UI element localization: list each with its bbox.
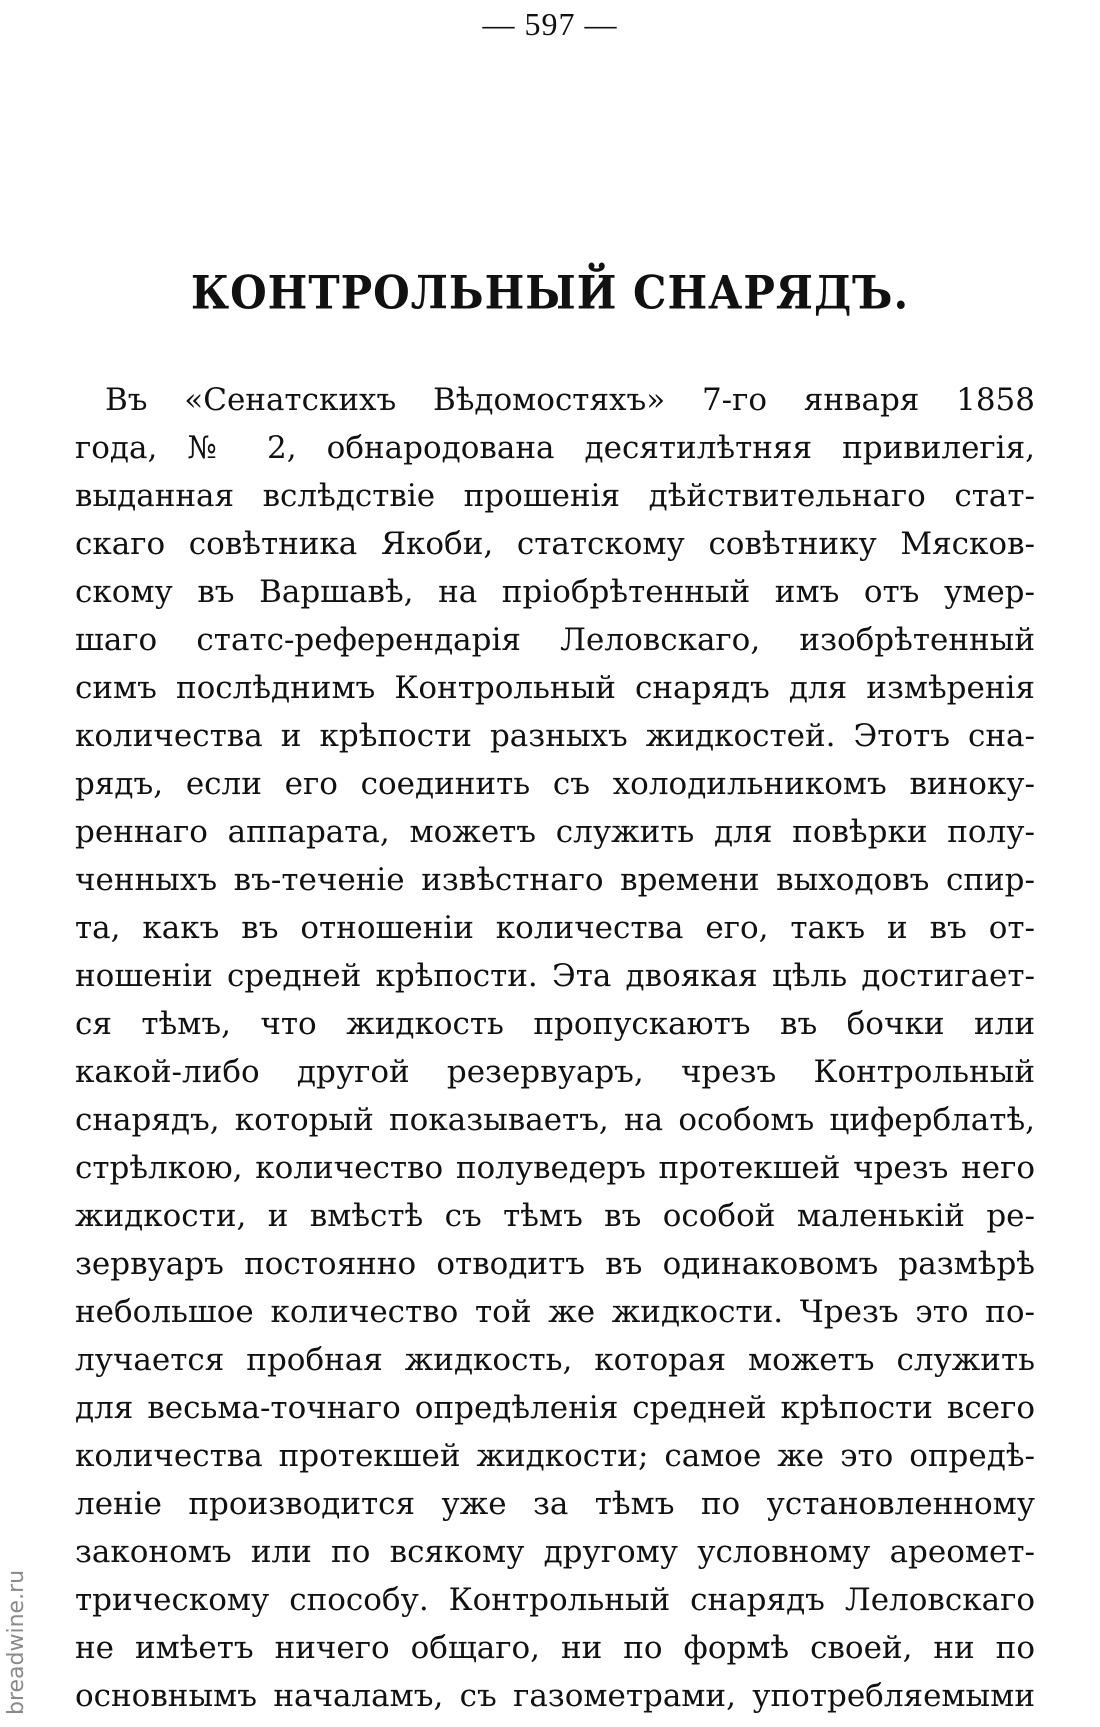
text-line: Въ «Сенатскихъ Вѣдомостяхъ» 7-го января 1858 bbox=[105, 382, 1035, 418]
text-line: для весьма-точнаго опредѣленія средней крѣпости всего bbox=[75, 1390, 1035, 1426]
text-line: скаго совѣтника Якоби, статскому совѣтнику Мясков- bbox=[75, 526, 1035, 562]
site-watermark: breadwine.ru bbox=[4, 1569, 29, 1715]
text-line: снарядъ, который показываетъ, на особомъ циферблатѣ, bbox=[75, 1102, 1035, 1138]
text-line: трическому способу. Контрольный снарядъ Леловскаго bbox=[75, 1582, 1035, 1618]
text-line: лучается пробная жидкость, которая можетъ служить bbox=[75, 1342, 1035, 1378]
text-line: та, какъ въ отношеніи количества его, такъ и въ от- bbox=[75, 910, 1035, 946]
article-body bbox=[75, 376, 1035, 1720]
text-line: количества и крѣпости разныхъ жидкостей. Этотъ сна- bbox=[75, 718, 1035, 754]
text-line: небольшое количество той же жидкости. Чрезъ это по- bbox=[75, 1294, 1035, 1330]
text-line: шаго статс-референдарія Леловскаго, изобрѣтенный bbox=[75, 622, 1035, 658]
text-line: леніе производится уже за тѣмъ по установленному bbox=[75, 1486, 1035, 1522]
text-line: какой-либо другой резервуаръ, чрезъ Контрольный bbox=[75, 1054, 1035, 1090]
text-line: количества протекшей жидкости; самое же это опредѣ- bbox=[75, 1438, 1035, 1474]
text-line: года, № 2, обнародована десятилѣтняя привилегія, bbox=[75, 430, 1035, 466]
text-line: зервуаръ постоянно отводитъ въ одинаковомъ размѣрѣ bbox=[75, 1246, 1035, 1282]
text-line: скому въ Варшавѣ, на пріобрѣтенный имъ отъ умер- bbox=[75, 574, 1035, 610]
text-line: симъ послѣднимъ Контрольный снарядъ для измѣренія bbox=[75, 670, 1035, 706]
text-line: жидкости, и вмѣстѣ съ тѣмъ въ особой маленькій ре- bbox=[75, 1198, 1035, 1234]
article-title: КОНТРОЛЬНЫЙ СНАРЯДЪ. bbox=[190, 265, 910, 320]
text-line: ношеніи средней крѣпости. Эта двоякая цѣль достигает- bbox=[75, 958, 1035, 994]
page-number: — 597 — bbox=[482, 6, 618, 42]
text-line: основнымъ началамъ, съ газометрами, употребляемыми bbox=[75, 1678, 1035, 1714]
text-line: закономъ или по всякому другому условному ареомет- bbox=[75, 1534, 1035, 1570]
text-line: реннаго аппарата, можетъ служить для повѣрки полу- bbox=[75, 814, 1035, 850]
text-line: рядъ, если его соединить съ холодильникомъ виноку- bbox=[75, 766, 1035, 802]
text-line: не имѣетъ ничего общаго, ни по формѣ своей, ни по bbox=[75, 1630, 1035, 1666]
text-line: стрѣлкою, количество полуведеръ протекшей чрезъ него bbox=[75, 1150, 1035, 1186]
text-line: ченныхъ въ-теченіе извѣстнаго времени выходовъ спир- bbox=[75, 862, 1035, 898]
text-line: ся тѣмъ, что жидкость пропускаютъ въ бочки или bbox=[75, 1006, 1035, 1042]
text-line: выданная вслѣдствіе прошенія дѣйствительнаго стат- bbox=[75, 478, 1035, 514]
